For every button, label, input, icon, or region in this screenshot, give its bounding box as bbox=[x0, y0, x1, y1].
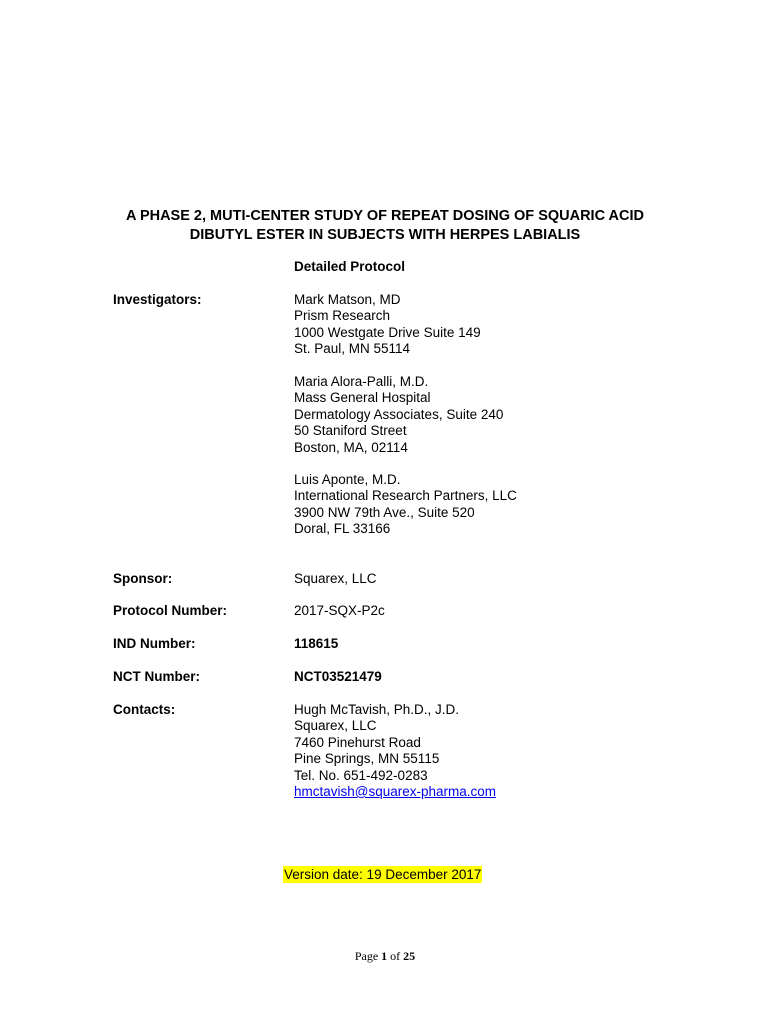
version-date: Version date: 19 December 2017 bbox=[284, 867, 482, 882]
document-title bbox=[0, 207, 770, 245]
contact-company: Squarex, LLC bbox=[294, 718, 377, 734]
sponsor-value: Squarex, LLC bbox=[294, 571, 377, 586]
investigator-1 bbox=[294, 292, 481, 358]
footer-page-number: 1 bbox=[381, 949, 388, 963]
document-subtitle: Detailed Protocol bbox=[294, 259, 406, 274]
footer-total-pages: 25 bbox=[403, 949, 416, 963]
contact-street: 7460 Pinehurst Road bbox=[294, 734, 421, 750]
title-line-2: DIBUTYL ESTER IN SUBJECTS WITH HERPES LABIALIS bbox=[189, 227, 581, 243]
investigator-2-city: Boston, MA, 02114 bbox=[294, 439, 408, 455]
investigator-3-city: Doral, FL 33166 bbox=[294, 521, 391, 537]
contact-name: Hugh McTavish, Ph.D., J.D. bbox=[294, 702, 460, 717]
contact-city: Pine Springs, MN 55115 bbox=[294, 751, 440, 767]
ind-number-value: 118615 bbox=[294, 636, 339, 651]
investigator-2-dept: Dermatology Associates, Suite 240 bbox=[294, 406, 504, 422]
title-line-1: A PHASE 2, MUTI-CENTER STUDY OF REPEAT DOSING OF SQUARIC ACID bbox=[125, 208, 644, 224]
investigator-3-name: Luis Aponte, M.D. bbox=[294, 472, 401, 487]
nct-number-label: NCT Number: bbox=[113, 669, 200, 684]
investigator-3-org: International Research Partners, LLC bbox=[294, 488, 517, 504]
footer-of-word: of bbox=[390, 949, 401, 963]
protocol-number-value: 2017-SQX-P2c bbox=[294, 603, 385, 618]
investigator-2 bbox=[294, 374, 503, 456]
contacts-label: Contacts: bbox=[113, 702, 176, 717]
footer-page-word: Page bbox=[354, 949, 379, 963]
investigator-2-name: Maria Alora-Palli, M.D. bbox=[294, 374, 429, 389]
investigator-1-name: Mark Matson, MD bbox=[294, 292, 401, 307]
investigator-2-address: 50 Staniford Street bbox=[294, 423, 407, 439]
protocol-number-label: Protocol Number: bbox=[113, 603, 228, 618]
page-footer bbox=[0, 949, 770, 964]
investigator-1-city: St. Paul, MN 55114 bbox=[294, 341, 411, 357]
sponsor-label: Sponsor: bbox=[113, 571, 173, 586]
investigator-1-org: Prism Research bbox=[294, 308, 391, 324]
investigator-3 bbox=[294, 472, 517, 538]
investigators-label: Investigators: bbox=[113, 292, 202, 307]
contact-email-link[interactable]: hmctavish@squarex-pharma.com bbox=[294, 784, 497, 800]
investigator-2-org: Mass General Hospital bbox=[294, 390, 431, 406]
nct-number-value: NCT03521479 bbox=[294, 669, 382, 684]
investigator-3-address: 3900 NW 79th Ave., Suite 520 bbox=[294, 504, 475, 520]
investigator-1-address: 1000 Westgate Drive Suite 149 bbox=[294, 324, 481, 340]
contact-phone: Tel. No. 651-492-0283 bbox=[294, 767, 428, 783]
contact-block bbox=[294, 702, 496, 800]
ind-number-label: IND Number: bbox=[113, 636, 196, 651]
